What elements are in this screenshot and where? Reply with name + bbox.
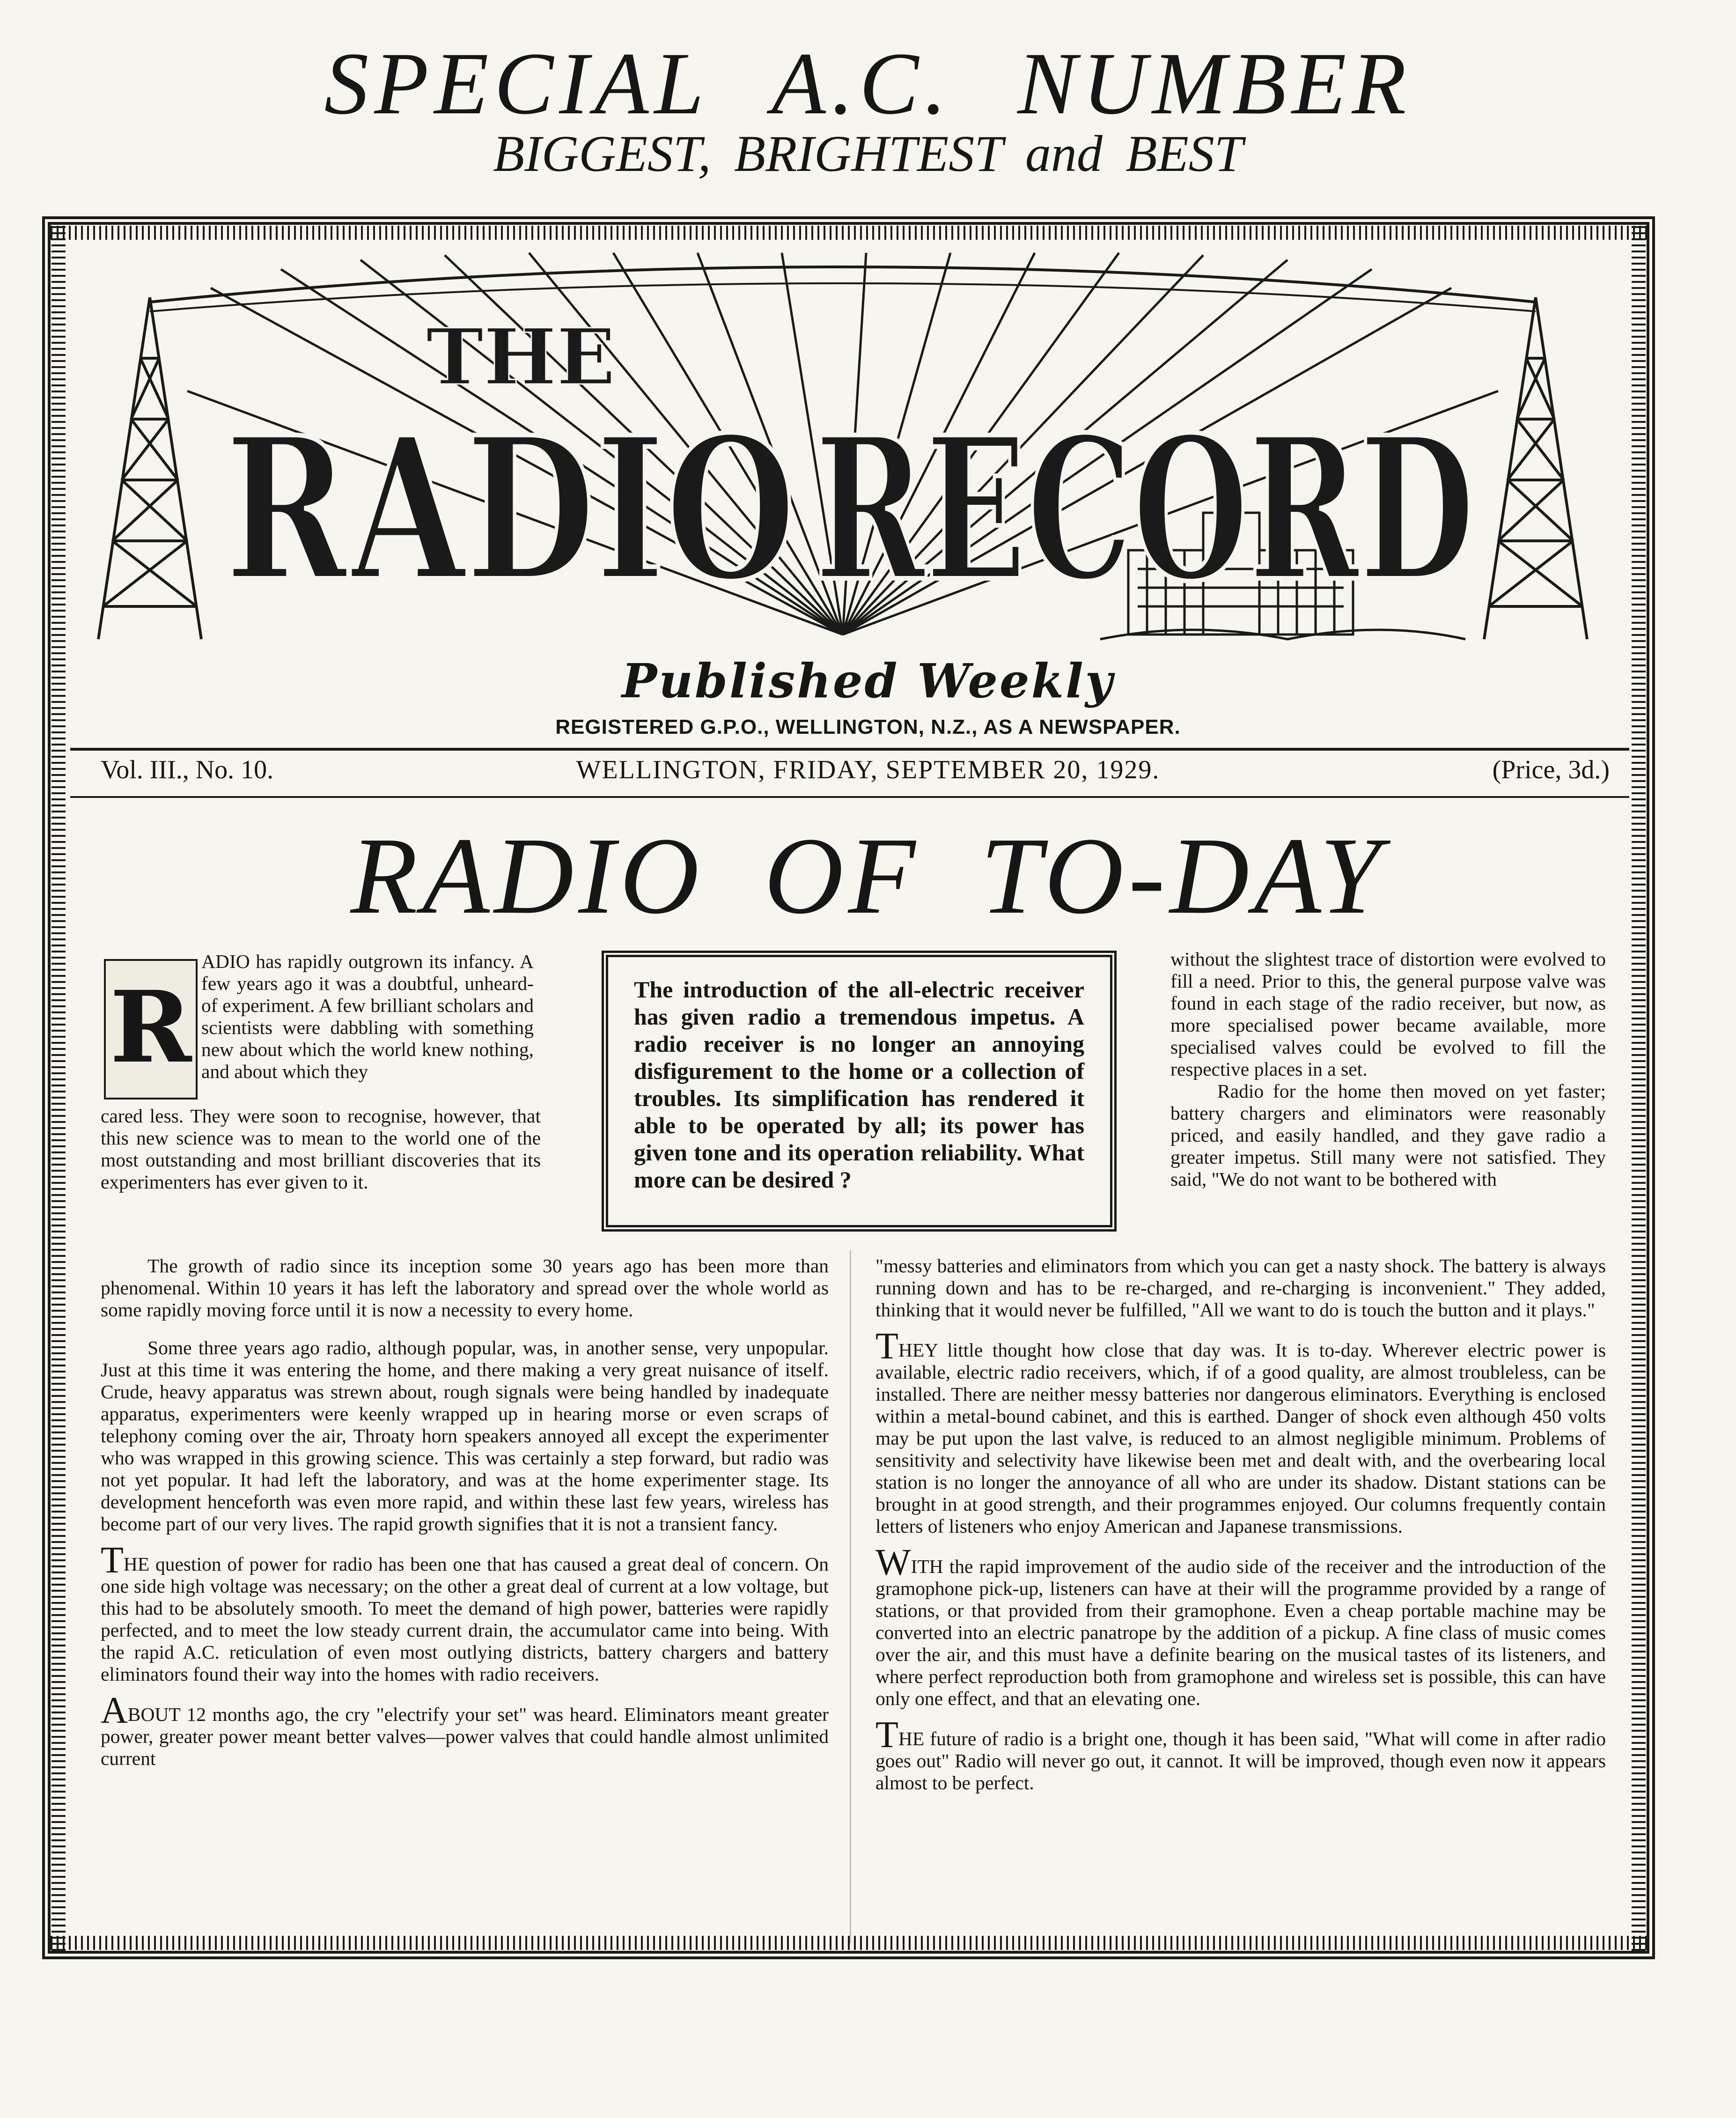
- pull-quote: The introduction of the all-electric receiver has given radio a tremendous impetus. A radio receiver is no longer an annoying disfigurement to the home or a collection of troubles. Its simplification has rendered it able to be operated by all; its power has given tone and its operation reliability. What more can be desired ?: [602, 951, 1117, 1232]
- masthead-title-radio: RADIO: [225, 394, 796, 625]
- column-divider: [850, 1250, 851, 1943]
- paragraph-power: [101, 1540, 829, 1685]
- dropcap-letter: R: [110, 969, 192, 1085]
- lead-paragraph-continued: [101, 1105, 541, 1193]
- initial-t: T: [101, 1540, 124, 1581]
- paragraph-batteries: "messy batteries and eliminators from which you can get a nasty shock. The battery is always running down and has to be re-charged, and re-charging is inconvenient." They added, thinking that it would never be fulfilled, "All we want to do is touch the button and it plays.": [875, 1255, 1606, 1321]
- lead-text-continued: cared less. They were soon to recognise, however, that this new science was to mean to the world one of the most outstanding and most brilliant discoveries that its experimenters has ever given to it.: [101, 1105, 541, 1193]
- paragraph-future: [875, 1714, 1606, 1794]
- initial-t: T: [875, 1326, 898, 1367]
- headline: RADIO OF TO-DAY: [350, 815, 1386, 937]
- paragraph-home: Radio for the home then moved on yet faster; battery chargers and eliminators were reasonably priced, and easily handled, and they gave radio a greater impetus. Still many were not satisfied. They said, "We do not want to be bothered with: [1170, 1080, 1606, 1190]
- right-radio-tower-icon: [1484, 297, 1587, 639]
- rule-top: [70, 748, 1629, 751]
- paragraph-audio-text: ITH the rapid improvement of the audio side of the receiver and the introduction of the gramophone pick-up, listeners can have at their will the programme provided by a range of stations, or that provided from their gramophone. Even a cheap portable machine may be converted into an electric panatrope by the addition of a pickup. A fine class of music comes over the air, and this must have a definite bearing on the musical tastes of its listeners, and where perfect reproduction both from gramophone and wireless set is possible, this can have only one effect, and that an elevating one.: [875, 1556, 1606, 1709]
- initial-a: A: [101, 1690, 128, 1731]
- initial-t: T: [875, 1714, 898, 1756]
- paragraph-today-text: HEY little thought how close that day was. It is to-day. Wherever electric power is available, electric radio receivers, which, if of a good quality, are almost troubleless, can be installed. There are neither messy batteries nor dangerous eliminators. Everything is enclosed within a metal-bound cabinet, and this is earthed. Danger of shock even although 450 volts may be put upon the last valve, is reduced to an almost negligible minimum. Problems of sensitivity and selectivity have likewise been met and dealt with, and the overbearing local station is no longer the annoyance of all who are under its shadow. Distant stations can be brought in at good strength, and their programmes enjoyed. Our columns frequently contain letters of listeners who enjoy American and Japanese transmissions.: [875, 1339, 1606, 1537]
- masthead-title-record: RECORD: [815, 394, 1475, 625]
- paragraph-growth: The growth of radio since its inception some 30 years ago has been more than phenomenal. Within 10 years it has left the laboratory and spread over the whole world as some rapidly moving force until it is now a necessity to every home.: [101, 1255, 829, 1321]
- initial-w: W: [875, 1542, 911, 1583]
- tagline: BIGGEST, BRIGHTEST and BEST: [493, 125, 1243, 182]
- lead-paragraph-first: [201, 951, 534, 1083]
- price: (Price, 3d.): [1492, 755, 1610, 784]
- paragraph-today: [875, 1326, 1606, 1537]
- special-number-banner: SPECIAL A.C. NUMBER: [324, 35, 1412, 133]
- frame-border-right: [1632, 225, 1646, 1951]
- paragraph-audio: [875, 1542, 1606, 1710]
- volume-number: Vol. III., No. 10.: [101, 755, 274, 784]
- aerial-wire-lower: [150, 283, 1536, 311]
- paragraph-future-text: HE future of radio is a bright one, though it has been said, "What will come in after radio goes out" Radio will never go out, it cannot. It will be improved, though even now it appears almost to be perfect.: [875, 1728, 1606, 1793]
- lead-text: ADIO has rapidly outgrown its infancy. A few years ago it was a doubtful, unheard-of experiment. A few brilliant scholars and scientists were dabbling with something new about which the world knew nothing, and about which they: [201, 951, 534, 1082]
- left-radio-tower-icon: [98, 297, 201, 639]
- masthead-the: THE: [426, 311, 616, 402]
- place-date: WELLINGTON, FRIDAY, SEPTEMBER 20, 1929.: [576, 755, 1160, 784]
- frame-border-top: [51, 226, 1647, 240]
- rule-bottom: [70, 796, 1629, 798]
- registration-line: REGISTERED G.P.O., WELLINGTON, N.Z., AS A NEWSPAPER.: [555, 716, 1181, 738]
- paragraph-valves: without the slightest trace of distortion were evolved to fill a need. Prior to this, the general purpose valve was found in each stage of the radio receiver, but now, as more specialised power became available, more specialised valves could be evolved to fill the respective places in a set.: [1170, 948, 1606, 1080]
- frame-border-bottom: [51, 1936, 1647, 1950]
- paragraph-power-text: HE question of power for radio has been one that has caused a great deal of concern. On one side high voltage was necessary; on the other a great deal of current at a low voltage, but this had to be absolutely smooth. To meet the demand of high power, batteries were rapidly perfected, and to meet the low steady current drain, the accumulator came into being. With the rapid A.C. reticulation of even most outlying districts, battery chargers and battery eliminators found their way into the homes with radio receivers.: [101, 1553, 829, 1685]
- dropcap-ornament: [104, 959, 198, 1100]
- published-weekly: Published Weekly: [622, 653, 1114, 708]
- masthead-illustration: [70, 251, 1615, 649]
- right-column: [875, 1255, 1606, 1794]
- frame-border-left: [51, 225, 66, 1951]
- paragraph-three-years: Some three years ago radio, although popular, was, in another sense, very unpopular. Just at this time it was entering the home, and there making a very great nuisance of itself. Crude, heavy apparatus was strewn about, rough signals were being handled by inadequate apparatus, experimenters were keenly wrapped up in hearing morse or even scraps of telephony coming over the air, Throaty horn speakers annoyed all except the experimenter who was wrapped in this growing science. This was certainly a step forward, but radio was not yet popular. It had left the laboratory, and was at the home experimenter stage. Its development henceforth was even more rapid, and within these last few years, wireless has become part of our very lives. The rapid growth signifies that it is not a transient fancy.: [101, 1337, 829, 1535]
- paragraph-electrify: [101, 1690, 829, 1770]
- left-column: [101, 1255, 829, 1770]
- right-column-top: [1170, 948, 1606, 1190]
- paragraph-electrify-text: BOUT 12 months ago, the cry "electrify your set" was heard. Eliminators meant greater power, greater power meant better valves—power valves that could handle almost unlimited current: [101, 1704, 829, 1769]
